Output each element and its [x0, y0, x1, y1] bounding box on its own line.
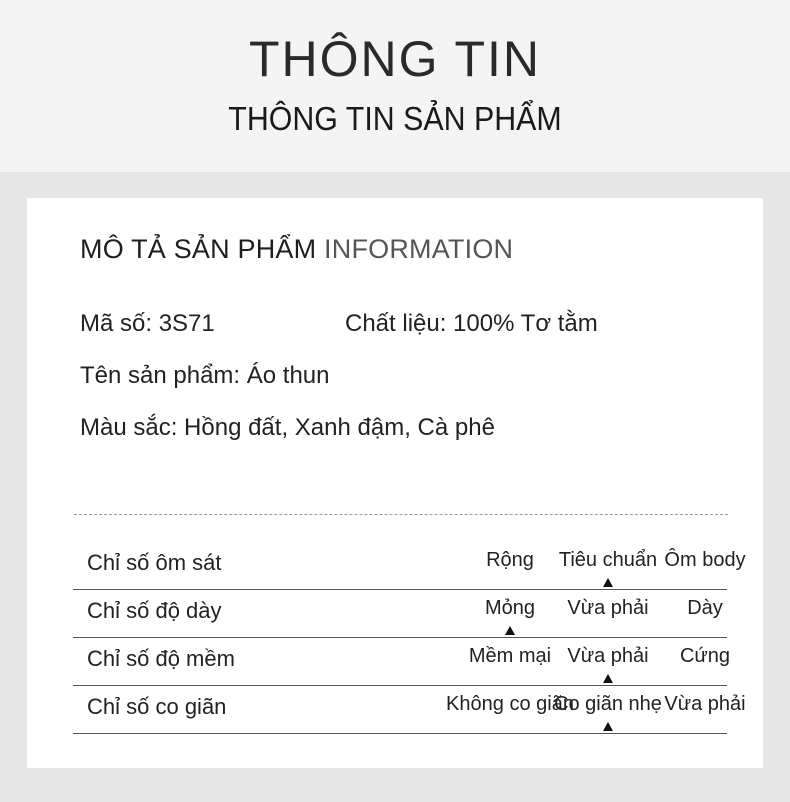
section-title [80, 234, 513, 265]
index-option: Co giãn nhẹ [554, 693, 662, 715]
index-option: Vừa phải [664, 693, 746, 715]
index-option: Mỏng [484, 597, 536, 619]
index-option: Vừa phải [567, 645, 649, 667]
product-code: Mã số: 3S71 [80, 310, 215, 337]
row-divider [73, 733, 727, 734]
product-material: Chất liệu: 100% Tơ tằm [345, 310, 598, 337]
index-option: Cứng [679, 645, 731, 667]
product-name: Tên sản phẩm: Áo thun [80, 362, 330, 389]
index-row-label: Chỉ số độ dày [87, 598, 222, 623]
index-option: Vừa phải [567, 597, 649, 619]
index-row-label: Chỉ số ôm sát [87, 550, 222, 575]
info-card [27, 198, 763, 768]
product-colors: Màu sắc: Hồng đất, Xanh đậm, Cà phê [80, 414, 495, 441]
index-option: Không co giãn [446, 693, 574, 715]
page-title: THÔNG TIN [248, 31, 542, 87]
dashed-divider [74, 514, 728, 515]
selected-marker-icon [603, 722, 613, 731]
index-row-label: Chỉ số co giãn [87, 694, 227, 719]
index-row [80, 590, 723, 638]
selected-marker-icon [505, 626, 515, 635]
index-row [80, 686, 746, 734]
page-subtitle: THÔNG TIN SẢN PHẨM [228, 100, 562, 137]
header-banner [0, 0, 790, 172]
selected-marker-icon [603, 674, 613, 683]
index-option: Tiêu chuẩn [558, 549, 658, 571]
index-row-label: Chỉ số độ mềm [87, 646, 235, 671]
section-title-main: MÔ TẢ SẢN PHẨM [80, 234, 317, 264]
index-row [80, 638, 731, 686]
index-option: Ôm body [664, 549, 746, 571]
index-row [80, 542, 746, 590]
index-option: Dày [687, 597, 723, 619]
selected-marker-icon [603, 578, 613, 587]
index-option: Rộng [486, 549, 534, 571]
section-title-sub: INFORMATION [324, 234, 514, 264]
index-option: Mềm mại [468, 645, 552, 667]
